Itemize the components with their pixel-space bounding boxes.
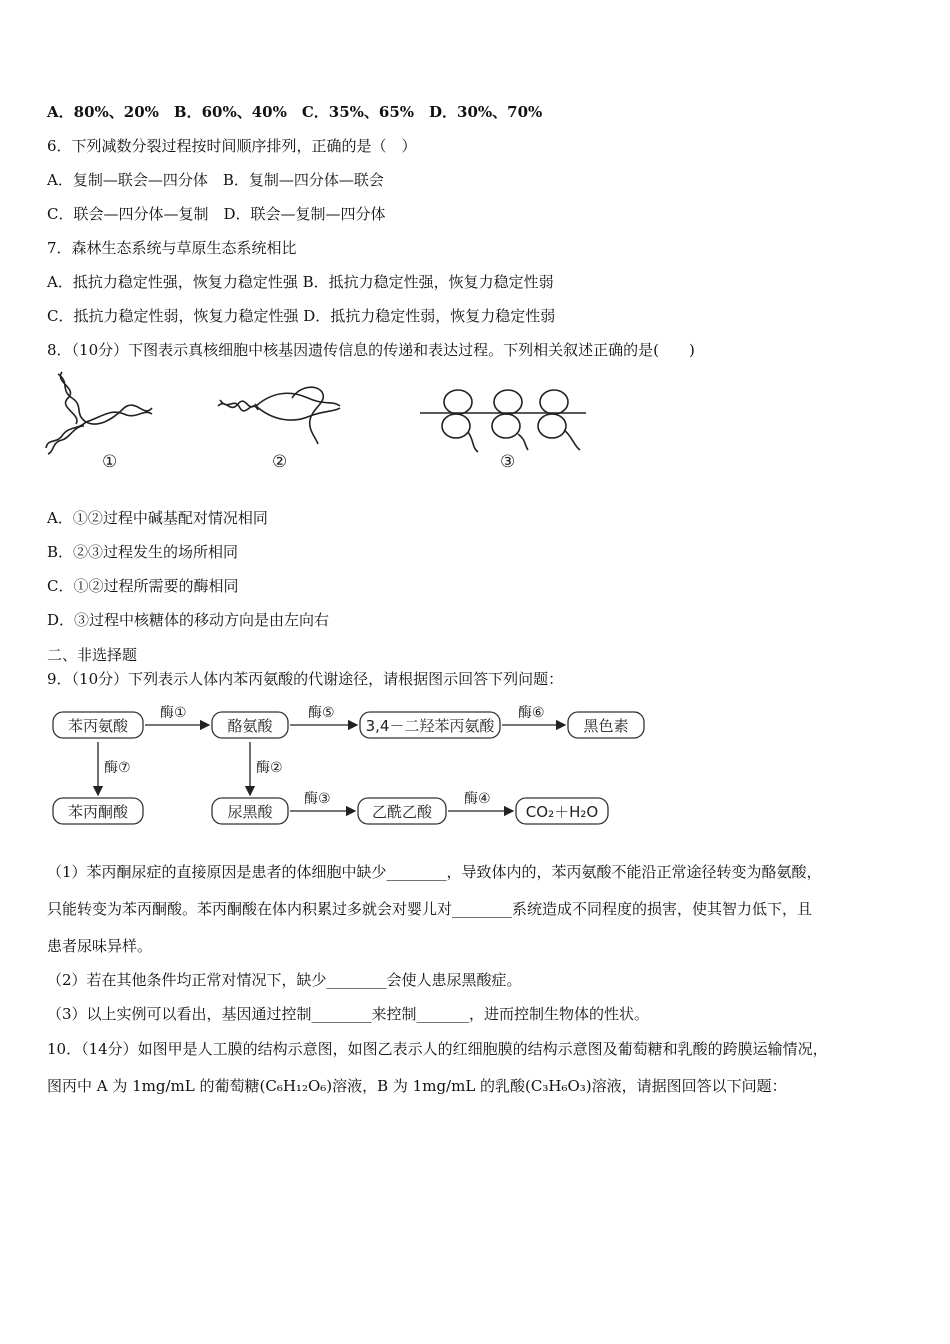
enzyme-e4: 酶④ (464, 791, 491, 807)
q6-options-cd: C．联会—四分体—复制 D．联会—复制—四分体 (47, 205, 386, 223)
enzyme-e1: 酶① (160, 705, 187, 721)
q9-sub1-line1: （1）苯丙酮尿症的直接原因是患者的体细胞中缺少________，导致体内的，苯丙氨酸不能沿正常途径转变为酪氨酸， (47, 863, 822, 881)
q9-sub2: （2）若在其他条件均正常对情况下，缺少________会使人患尿黑酸症。 (47, 971, 522, 989)
node-ppa: 苯丙酮酸 (67, 803, 129, 821)
figure-3-translation (420, 390, 586, 452)
q8-option-b: B．②③过程发生的场所相同 (47, 543, 239, 561)
figure-2-label: ② (272, 452, 288, 472)
enzyme-e6: 酶⑥ (518, 705, 545, 721)
q8-option-a: A．①②过程中碱基配对情况相同 (47, 509, 268, 527)
q5-options: A．80%、20% B．60%、40% C．35%、65% D．30%、70% (47, 103, 543, 121)
node-aaa: 乙酰乙酸 (371, 803, 433, 821)
figure-1-replication (46, 372, 152, 454)
enzyme-e3: 酶③ (304, 791, 331, 807)
q7-stem: 7．森林生态系统与草原生态系统相比 (47, 239, 297, 257)
q10-line2: 图丙中 A 为 1mg/mL 的葡萄糖(C₆H₁₂O₆)溶液，B 为 1mg/mL 的乳酸(C₃H₆O₃)溶液，请据图回答以下问题： (47, 1077, 787, 1095)
node-hga: 尿黑酸 (227, 803, 273, 821)
q8-option-c: C．①②过程所需要的酶相同 (47, 577, 239, 595)
node-co2h2o: CO₂＋H₂O (525, 803, 599, 821)
q7-options-cd: C．抵抗力稳定性弱，恢复力稳定性强 D．抵抗力稳定性弱，恢复力稳定性弱 (47, 307, 556, 325)
q6-options-ab: A．复制—联会—四分体 B．复制—四分体—联会 (47, 171, 384, 189)
q8-figure (40, 368, 600, 478)
node-melanin: 黑色素 (583, 717, 629, 735)
node-tyr: 酪氨酸 (227, 717, 273, 735)
enzyme-e5: 酶⑤ (308, 705, 335, 721)
section-heading: 二、非选择题 (47, 646, 138, 664)
figure-1-label: ① (102, 452, 118, 472)
enzyme-e2: 酶② (256, 760, 283, 776)
figure-2-transcription (218, 387, 340, 444)
q9-sub1-line3: 患者尿味异样。 (47, 937, 153, 955)
q8-option-d: D．③过程中核糖体的移动方向是由左向右 (47, 611, 330, 629)
q9-sub1-line2: 只能转变为苯丙酮酸。苯丙酮酸在体内积累过多就会对婴儿对________系统造成不同程度的损害，使其智力低下，且 (47, 900, 813, 918)
q9-stem: 9．（10分）下列表示人体内苯丙氨酸的代谢途径，请根据图示回答下列问题： (47, 670, 564, 688)
node-dopa: 3,4－二羟苯丙氨酸 (365, 717, 495, 735)
enzyme-e7: 酶⑦ (104, 760, 131, 776)
q9-sub3: （3）以上实例可以看出，基因通过控制________来控制_______，进而控制生物体的性状。 (47, 1005, 650, 1023)
q9-pathway-diagram (48, 700, 648, 834)
q6-stem: 6．下列减数分裂过程按时间顺序排列，正确的是（ ） (47, 137, 417, 155)
figure-3-label: ③ (500, 452, 516, 472)
q7-options-ab: A．抵抗力稳定性强，恢复力稳定性强 B．抵抗力稳定性强，恢复力稳定性弱 (47, 273, 554, 291)
q8-stem: 8．（10分）下图表示真核细胞中核基因遗传信息的传递和表达过程。下列相关叙述正确的是( ) (47, 341, 695, 359)
node-phe: 苯丙氨酸 (67, 717, 129, 735)
q10-line1: 10．（14分）如图甲是人工膜的结构示意图，如图乙表示人的红细胞膜的结构示意图及葡萄糖和乳酸的跨膜运输情况， (47, 1040, 828, 1058)
